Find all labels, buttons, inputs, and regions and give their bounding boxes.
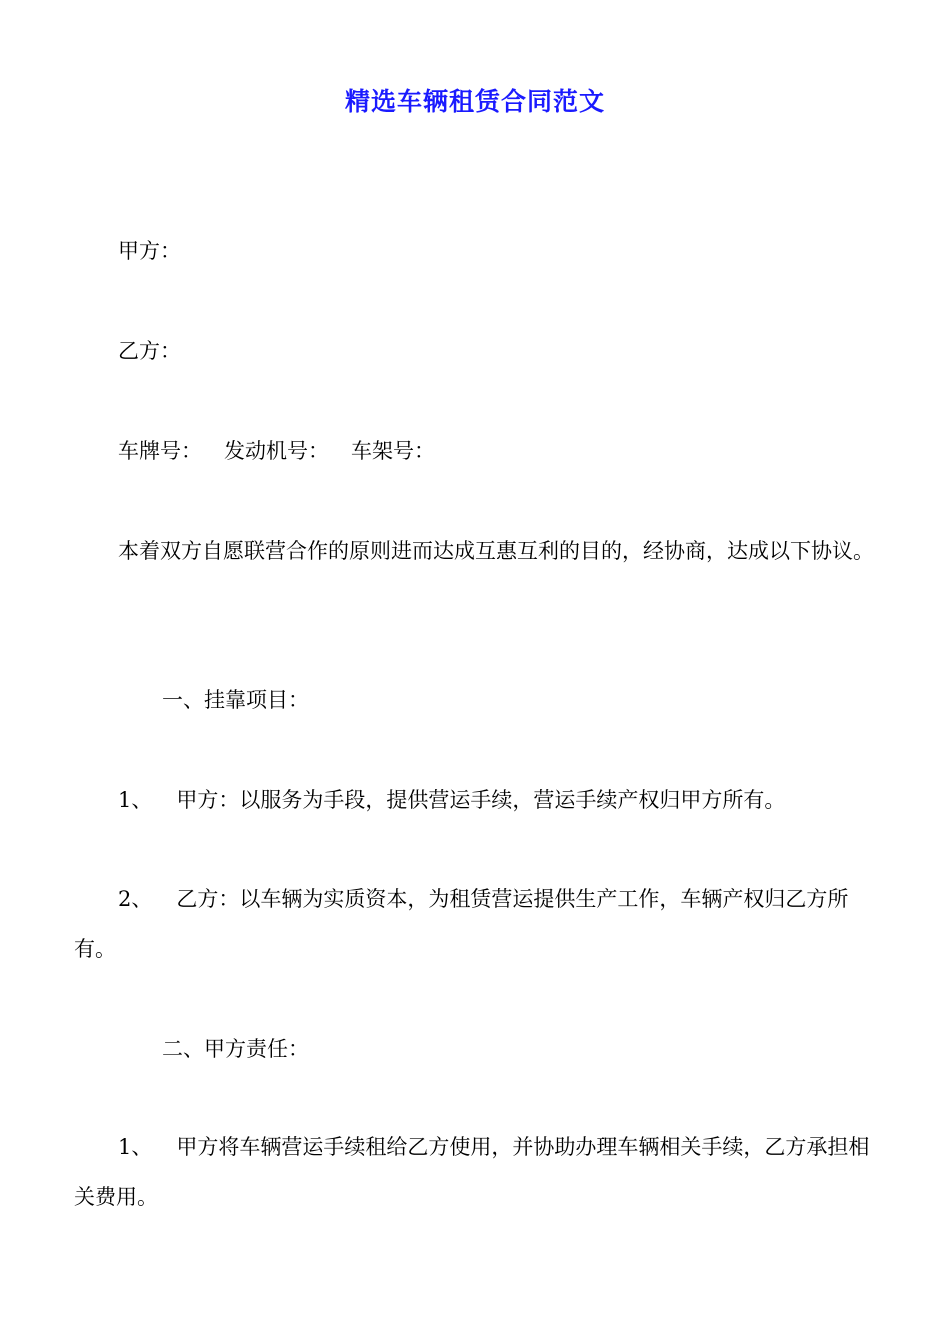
section2-item-1 xyxy=(74,1122,878,1222)
intro-paragraph: 本着双方自愿联营合作的原则进而达成互惠互利的目的，经协商，达成以下协议。 xyxy=(118,539,874,563)
section1-item-1 xyxy=(74,775,878,825)
item-number: 2、 xyxy=(118,887,153,911)
plate-label: 车牌号： xyxy=(118,439,202,463)
section2-heading: 二、甲方责任： xyxy=(162,1037,309,1061)
item-text: 甲方：以服务为手段，提供营运手续，营运手续产权归甲方所有。 xyxy=(176,788,786,812)
document-title: 精选车辆租赁合同范文 xyxy=(344,87,605,116)
item-text: 甲方将车辆营运手续租给乙方使用，并协助办理车辆相关手续，乙方承担相关费用。 xyxy=(74,1135,870,1209)
party-b-line: 乙方： xyxy=(118,339,181,363)
section1-heading: 一、挂靠项目： xyxy=(162,688,309,712)
party-a-line: 甲方： xyxy=(118,239,181,263)
item-number: 1、 xyxy=(118,1135,153,1159)
vehicle-info-line xyxy=(74,426,878,476)
engine-label: 发动机号： xyxy=(224,439,329,463)
item-number: 1、 xyxy=(118,788,153,812)
item-text: 乙方：以车辆为实质资本，为租赁营运提供生产工作，车辆产权归乙方所有。 xyxy=(74,887,849,961)
frame-label: 车架号： xyxy=(351,439,435,463)
section1-item-2 xyxy=(74,874,878,974)
